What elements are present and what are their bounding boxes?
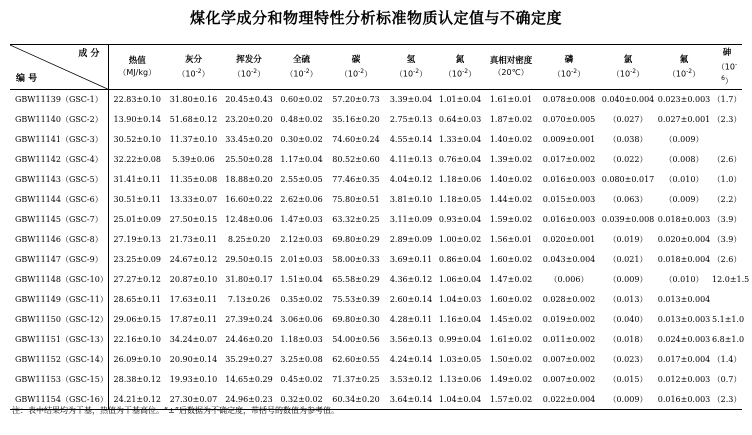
value-cell: 17.87±0.11 xyxy=(169,315,218,324)
corner-bottom-label: 编 号 xyxy=(16,74,38,84)
value-cell: （2.3） xyxy=(712,394,742,404)
table-row xyxy=(10,350,742,370)
value-cell: 1.03±0.05 xyxy=(438,355,482,364)
column-unit: $(10^{-2})$ xyxy=(285,67,318,79)
value-cell: 27.30±0.07 xyxy=(169,394,218,404)
table-row xyxy=(10,270,742,290)
value-cell: 27.27±0.12 xyxy=(113,275,161,284)
column-unit: $(10^{-2})$ xyxy=(443,67,477,79)
value-cell: （0.013） xyxy=(608,295,648,304)
column-header xyxy=(484,45,538,90)
value-cell: 1.60±0.02 xyxy=(489,255,533,264)
column-unit: $(10^{-6})$ xyxy=(716,60,738,86)
value-cell: 0.48±0.02 xyxy=(280,115,323,124)
material-id-cell: GBW11146（GSC-8） xyxy=(10,230,108,250)
value-cell: 0.024±0.003 xyxy=(657,335,711,344)
value-cell: 31.80±0.17 xyxy=(225,275,273,284)
value-cell: 1.06±0.04 xyxy=(438,275,482,284)
column-name: 挥发分 xyxy=(236,54,262,65)
column-name: 真相对密度 xyxy=(489,56,533,66)
column-name: 磷 xyxy=(564,54,574,65)
value-cell: 3.81±0.10 xyxy=(389,195,433,204)
table-row xyxy=(10,150,742,170)
value-cell: 2.01±0.03 xyxy=(280,255,323,264)
value-cell: （0.7） xyxy=(712,375,742,384)
value-cell: 0.86±0.04 xyxy=(438,255,482,264)
value-cell: 62.60±0.55 xyxy=(332,355,380,364)
value-cell: 5.1±1.0 xyxy=(712,315,745,324)
value-cell: （0.019） xyxy=(608,235,648,244)
value-cell: 0.016±0.003 xyxy=(542,175,596,184)
value-cell: 65.58±0.29 xyxy=(332,275,380,284)
value-cell: 1.16±0.04 xyxy=(438,315,482,324)
value-cell: 27.50±0.15 xyxy=(169,215,218,224)
value-cell: 14.65±0.29 xyxy=(225,375,273,384)
table-row xyxy=(10,250,742,270)
value-cell: 12.0±1.5 xyxy=(712,275,750,284)
column-name: 热值 xyxy=(128,56,146,66)
value-cell: 30.52±0.10 xyxy=(113,135,161,144)
value-cell: 0.028±0.002 xyxy=(542,295,596,304)
value-cell: 1.56±0.01 xyxy=(489,235,533,244)
value-cell: 1.01±0.04 xyxy=(438,95,482,105)
value-cell: 3.06±0.06 xyxy=(280,315,323,324)
value-cell: 27.39±0.24 xyxy=(225,315,273,324)
value-cell: 75.53±0.39 xyxy=(332,295,380,304)
value-cell: （0.010） xyxy=(664,175,704,184)
value-cell: 0.007±0.002 xyxy=(542,355,596,364)
value-cell: 4.28±0.11 xyxy=(389,315,433,324)
value-cell: 0.019±0.002 xyxy=(542,315,596,324)
column-name: 氟 xyxy=(679,54,689,65)
value-cell: 60.34±0.20 xyxy=(332,394,380,404)
table-body xyxy=(10,90,750,410)
corner-header xyxy=(10,45,108,90)
material-id-cell: GBW11149（GSC-11） xyxy=(10,290,108,310)
value-cell: 63.32±0.25 xyxy=(332,215,380,224)
value-cell: 3.64±0.14 xyxy=(389,394,433,404)
footnote: 注：表中结果均为干基，热值为干基高位。“±”后数据为不确定度，带括号的数值为参考值。 xyxy=(12,406,339,415)
value-cell: 0.76±0.04 xyxy=(438,155,482,164)
value-cell: （3.9） xyxy=(712,235,742,244)
value-cell: 0.015±0.003 xyxy=(542,195,596,204)
page-title: 煤化学成分和物理特性分析标准物质认定值与不确定度 xyxy=(189,9,562,27)
value-cell: 54.00±0.56 xyxy=(332,335,380,344)
value-cell: 1.50±0.02 xyxy=(489,355,533,364)
value-cell: 58.00±0.33 xyxy=(332,255,380,264)
value-cell: 1.47±0.02 xyxy=(489,275,533,284)
value-cell: 24.96±0.23 xyxy=(225,394,273,404)
value-cell: 2.89±0.09 xyxy=(389,235,433,244)
value-cell: （0.022） xyxy=(608,155,648,164)
value-cell: 1.47±0.03 xyxy=(280,215,323,224)
reference-material-table xyxy=(10,44,750,410)
value-cell: 0.018±0.004 xyxy=(657,255,711,264)
value-cell: 19.93±0.10 xyxy=(169,375,218,384)
value-cell: 0.93±0.04 xyxy=(438,215,482,224)
value-cell: 0.080±0.017 xyxy=(601,175,655,184)
value-cell: （0.018） xyxy=(608,335,648,344)
value-cell: 0.070±0.005 xyxy=(542,115,596,124)
value-cell: 0.009±0.001 xyxy=(542,135,596,144)
material-id-cell: GBW11140（GSC-2） xyxy=(10,110,108,130)
value-cell: （1.4） xyxy=(712,355,742,364)
value-cell: 69.80±0.29 xyxy=(332,235,380,244)
column-header xyxy=(656,45,712,90)
value-cell: 57.20±0.73 xyxy=(332,95,380,105)
value-cell: 0.013±0.003 xyxy=(657,315,711,324)
value-cell: （2.6） xyxy=(712,155,742,164)
value-cell: （0.009） xyxy=(608,275,648,284)
value-cell: 24.46±0.20 xyxy=(225,335,273,344)
value-cell: 20.90±0.14 xyxy=(169,355,218,364)
value-cell: （0.009） xyxy=(664,135,704,144)
value-cell: 0.007±0.002 xyxy=(542,375,596,384)
value-cell: 20.45±0.43 xyxy=(225,95,273,105)
value-cell: 30.51±0.11 xyxy=(113,195,161,204)
material-id-cell: GBW11150（GSC-12） xyxy=(10,310,108,330)
value-cell: 24.67±0.12 xyxy=(169,255,218,264)
value-cell: 1.51±0.04 xyxy=(280,275,323,284)
value-cell: 1.87±0.02 xyxy=(489,115,533,124)
value-cell: 3.25±0.08 xyxy=(280,355,323,364)
value-cell: 29.50±0.15 xyxy=(225,255,273,264)
value-cell: 8.25±0.20 xyxy=(227,235,271,244)
value-cell: 0.020±0.001 xyxy=(542,235,596,244)
table-row xyxy=(10,190,742,210)
material-id-cell: GBW11153（GSC-15） xyxy=(10,370,108,390)
column-name: 氢 xyxy=(406,54,416,65)
column-unit: $(10^{-2})$ xyxy=(611,67,645,79)
value-cell: 0.012±0.003 xyxy=(657,375,711,384)
value-cell: 0.32±0.02 xyxy=(280,394,323,404)
value-cell: 1.18±0.05 xyxy=(438,195,482,204)
value-cell xyxy=(712,290,742,310)
table-row xyxy=(10,210,742,230)
value-cell: 0.60±0.02 xyxy=(280,95,323,105)
column-header xyxy=(712,45,742,90)
value-cell: 0.017±0.002 xyxy=(542,155,596,164)
material-id-cell: GBW11143（GSC-5） xyxy=(10,170,108,190)
table-row xyxy=(10,170,742,190)
value-cell: （0.008） xyxy=(664,155,704,164)
value-cell: 1.13±0.06 xyxy=(438,375,482,384)
value-cell: （0.009） xyxy=(664,195,704,204)
value-cell: 3.53±0.12 xyxy=(389,375,433,384)
value-cell: （0.009） xyxy=(608,394,648,404)
value-cell: （3.9） xyxy=(712,215,742,224)
table-row xyxy=(10,110,742,130)
value-cell: 18.88±0.20 xyxy=(225,175,273,184)
column-name: 碳 xyxy=(351,54,361,65)
value-cell: 28.38±0.12 xyxy=(113,375,161,384)
material-id-cell: GBW11139（GSC-1） xyxy=(10,90,108,110)
value-cell: 1.61±0.01 xyxy=(489,95,533,105)
value-cell: 26.09±0.10 xyxy=(113,355,161,364)
column-header xyxy=(600,45,656,90)
value-cell: 1.00±0.02 xyxy=(438,235,482,244)
value-cell: 0.30±0.02 xyxy=(280,135,323,144)
value-cell: 31.80±0.16 xyxy=(169,95,218,105)
value-cell: （0.015） xyxy=(608,375,648,384)
value-cell: 20.87±0.10 xyxy=(169,275,218,284)
value-cell: 11.37±0.10 xyxy=(169,135,218,144)
value-cell: 0.040±0.004 xyxy=(601,95,655,105)
value-cell: 1.59±0.02 xyxy=(489,215,533,224)
value-cell: 0.45±0.02 xyxy=(280,375,323,384)
table-row xyxy=(10,290,742,310)
value-cell: （0.040） xyxy=(608,315,648,324)
value-cell: 27.19±0.13 xyxy=(113,235,161,244)
column-header xyxy=(108,45,166,90)
value-cell: 2.12±0.03 xyxy=(280,235,323,244)
value-cell: 77.46±0.35 xyxy=(332,175,380,184)
value-cell: （0.023） xyxy=(608,355,648,364)
value-cell: （0.038） xyxy=(608,135,648,144)
value-cell: 24.21±0.12 xyxy=(113,394,161,404)
material-id-cell: GBW11148（GSC-10） xyxy=(10,270,108,290)
value-cell: 1.57±0.02 xyxy=(489,394,533,404)
value-cell: 1.39±0.02 xyxy=(489,155,533,164)
value-cell: 4.11±0.13 xyxy=(389,155,433,164)
value-cell: 0.023±0.003 xyxy=(657,95,711,105)
table-row xyxy=(10,90,742,110)
value-cell: 23.20±0.20 xyxy=(225,115,273,124)
value-cell: 11.35±0.08 xyxy=(169,175,218,184)
column-header xyxy=(436,45,484,90)
value-cell: 28.65±0.11 xyxy=(113,295,161,304)
material-id-cell: GBW11151（GSC-13） xyxy=(10,330,108,350)
table-row xyxy=(10,330,742,350)
value-cell: 32.22±0.08 xyxy=(113,155,161,164)
value-cell: 2.60±0.14 xyxy=(389,295,433,304)
value-cell: 2.62±0.06 xyxy=(280,195,323,204)
value-cell: 0.016±0.003 xyxy=(542,215,596,224)
value-cell: 22.16±0.10 xyxy=(113,335,161,344)
column-header xyxy=(538,45,600,90)
value-cell: 21.73±0.11 xyxy=(169,235,218,244)
value-cell: 1.18±0.03 xyxy=(280,335,323,344)
column-unit: $(10^{-2})$ xyxy=(667,67,701,79)
value-cell: 29.06±0.15 xyxy=(113,315,161,324)
column-unit: （20℃） xyxy=(493,68,529,77)
value-cell: 13.90±0.14 xyxy=(113,115,161,124)
value-cell: 2.75±0.13 xyxy=(389,115,433,124)
table-row xyxy=(10,310,742,330)
material-id-cell: GBW11154（GSC-16） xyxy=(10,390,108,410)
value-cell: 0.020±0.004 xyxy=(657,235,711,244)
value-cell: 1.44±0.02 xyxy=(489,195,533,204)
material-id-cell: GBW11152（GSC-14） xyxy=(10,350,108,370)
value-cell: 6.8±1.0 xyxy=(712,335,745,344)
column-name: 砷 xyxy=(722,47,732,58)
value-cell: 33.45±0.20 xyxy=(225,135,273,144)
value-cell: 12.48±0.06 xyxy=(225,215,273,224)
value-cell: 0.99±0.04 xyxy=(438,335,482,344)
value-cell: 3.39±0.04 xyxy=(389,95,433,105)
value-cell: 3.11±0.09 xyxy=(389,215,433,224)
material-id-cell: GBW11145（GSC-7） xyxy=(10,210,108,230)
value-cell: 23.25±0.09 xyxy=(113,255,161,264)
table-row xyxy=(10,370,742,390)
material-id-cell: GBW11144（GSC-6） xyxy=(10,190,108,210)
value-cell: 0.011±0.002 xyxy=(542,335,596,344)
value-cell: 0.027±0.001 xyxy=(657,115,711,124)
value-cell: 25.50±0.28 xyxy=(225,155,273,164)
column-unit: $(10^{-2})$ xyxy=(177,67,210,79)
value-cell: 69.80±0.30 xyxy=(332,315,380,324)
column-header xyxy=(166,45,221,90)
column-name: 氯 xyxy=(623,54,633,65)
value-cell: 31.41±0.11 xyxy=(113,175,161,184)
value-cell: 4.36±0.12 xyxy=(389,275,433,284)
value-cell: 74.60±0.24 xyxy=(332,135,380,144)
value-cell: 1.40±0.02 xyxy=(489,175,533,184)
column-unit: （MJ/kg） xyxy=(118,68,157,77)
value-cell xyxy=(712,130,742,150)
value-cell: 34.24±0.07 xyxy=(169,335,218,344)
value-cell: 80.52±0.60 xyxy=(332,155,380,164)
column-header xyxy=(386,45,436,90)
column-unit: $(10^{-2})$ xyxy=(232,67,266,79)
value-cell: 4.55±0.14 xyxy=(389,135,433,144)
value-cell: 1.04±0.03 xyxy=(438,295,482,304)
corner-top-label: 成 分 xyxy=(78,49,100,59)
value-cell: 1.60±0.02 xyxy=(489,295,533,304)
value-cell: 1.45±0.02 xyxy=(489,315,533,324)
header-row xyxy=(10,45,742,90)
value-cell: （0.021） xyxy=(608,255,648,264)
value-cell: （2.3） xyxy=(712,115,742,124)
value-cell: 35.29±0.27 xyxy=(225,355,273,364)
value-cell: （2.6） xyxy=(712,255,742,264)
value-cell: （0.006） xyxy=(549,275,589,284)
value-cell: 1.49±0.02 xyxy=(489,375,533,384)
value-cell: （0.027） xyxy=(608,115,648,124)
value-cell: 0.022±0.004 xyxy=(542,394,596,404)
value-cell: 1.04±0.04 xyxy=(438,394,482,404)
value-cell: 4.04±0.12 xyxy=(389,175,433,184)
column-unit: $(10^{-2})$ xyxy=(552,67,586,79)
value-cell: （0.010） xyxy=(664,275,704,284)
material-id-cell: GBW11141（GSC-3） xyxy=(10,130,108,150)
column-name: 氮 xyxy=(455,54,465,65)
value-cell: 1.33±0.04 xyxy=(438,135,482,144)
value-cell: 0.078±0.008 xyxy=(542,95,596,105)
value-cell: 0.016±0.003 xyxy=(657,394,711,404)
value-cell: 16.60±0.22 xyxy=(225,195,273,204)
value-cell: 0.018±0.003 xyxy=(657,215,711,224)
value-cell: （1.0） xyxy=(712,175,742,184)
value-cell: 0.35±0.02 xyxy=(280,295,323,304)
value-cell: 5.39±0.06 xyxy=(172,155,215,164)
value-cell: 17.63±0.11 xyxy=(169,295,218,304)
value-cell: 35.16±0.20 xyxy=(332,115,380,124)
column-header xyxy=(326,45,386,90)
value-cell: 2.55±0.05 xyxy=(280,175,323,184)
value-cell: 75.80±0.51 xyxy=(332,195,380,204)
value-cell: 25.01±0.09 xyxy=(113,215,161,224)
value-cell: 22.83±0.10 xyxy=(113,95,161,105)
value-cell: 71.37±0.25 xyxy=(332,375,380,384)
value-cell: 7.13±0.26 xyxy=(227,295,271,304)
table-row xyxy=(10,130,742,150)
value-cell: 1.18±0.06 xyxy=(438,175,482,184)
value-cell: 0.64±0.03 xyxy=(438,115,482,124)
value-cell: 0.039±0.008 xyxy=(601,215,655,224)
table-row xyxy=(10,230,742,250)
value-cell: 1.61±0.02 xyxy=(489,335,533,344)
material-id-cell: GBW11142（GSC-4） xyxy=(10,150,108,170)
material-id-cell: GBW11147（GSC-9） xyxy=(10,250,108,270)
column-name: 灰分 xyxy=(184,54,202,65)
value-cell: （2.2） xyxy=(712,195,742,204)
value-cell: 0.017±0.004 xyxy=(657,355,711,364)
value-cell: 0.043±0.004 xyxy=(542,255,596,264)
column-unit: $(10^{-2})$ xyxy=(394,67,428,79)
value-cell: 3.69±0.11 xyxy=(389,255,433,264)
value-cell: 4.24±0.14 xyxy=(389,355,433,364)
column-unit: $(10^{-2})$ xyxy=(339,67,373,79)
value-cell: 13.33±0.07 xyxy=(169,195,218,204)
column-header xyxy=(277,45,326,90)
value-cell: 51.68±0.12 xyxy=(169,115,218,124)
column-name: 全硫 xyxy=(292,54,310,65)
column-header xyxy=(221,45,277,90)
value-cell: 0.013±0.004 xyxy=(657,295,711,304)
value-cell: （1.7） xyxy=(712,95,742,105)
value-cell: （0.063） xyxy=(608,195,648,204)
value-cell: 1.17±0.04 xyxy=(280,155,323,164)
value-cell: 3.56±0.13 xyxy=(389,335,433,344)
value-cell: 1.40±0.02 xyxy=(489,135,533,144)
